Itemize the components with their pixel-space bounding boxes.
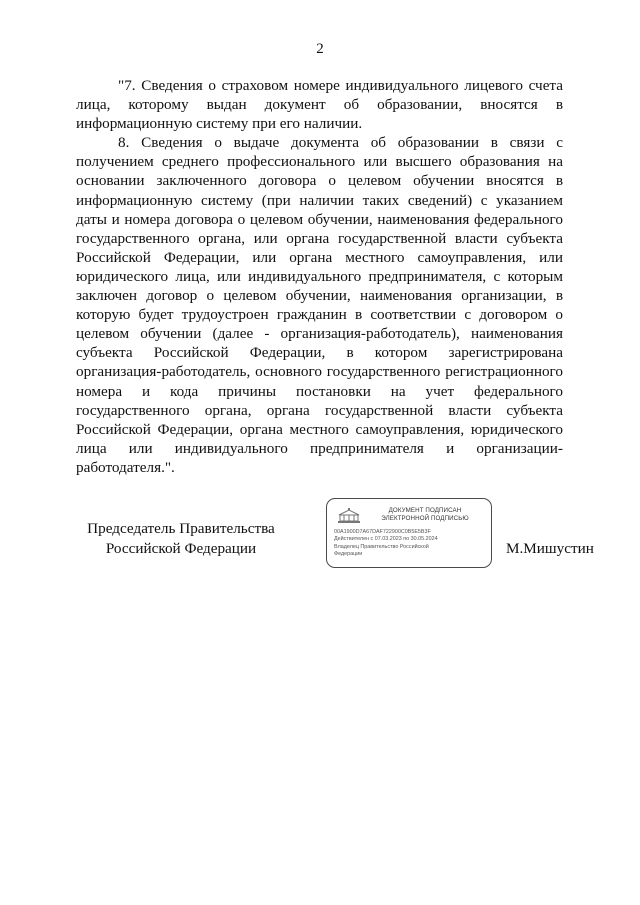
signer-position [76,519,286,559]
stamp-validity: Действителен с 07.03.2023 по 30.05.2024 [334,536,438,543]
government-building-icon [337,508,361,524]
signer-position-line-2: Российской Федерации [105,540,257,557]
signature-block [0,498,640,573]
stamp-owner-line-2: Федерации [334,551,363,558]
paragraph-7: "7. Сведения о страховом номере индивидуального лицевого счета лица, которому выдан документ об образовании, вносятся в информационную систему при его наличии. [76,77,563,133]
electronic-signature-stamp [326,498,492,568]
stamp-title-line-1: ДОКУМЕНТ ПОДПИСАН [388,507,462,514]
page-number: 2 [316,41,324,57]
stamp-details [334,529,488,559]
signer-name: М.Мишустин [506,540,594,557]
stamp-title [367,507,483,523]
stamp-title-line-2: ЭЛЕКТРОННОЙ ПОДПИСЬЮ [381,515,469,522]
stamp-certificate: 00A1900D7A67DAF722900C0B5E5B3F [334,529,431,535]
signer-position-line-1: Председатель Правительства [87,520,275,537]
stamp-owner-line-1: Владелец Правительство Российской [334,543,429,550]
paragraph-8: 8. Сведения о выдаче документа об образовании в связи с получением среднего профессионального или высшего образования на основании заключенного договора о целевом обучении вносятся в информационную систему (при наличии таких сведений) с указанием даты и номера договора о целевом обучении, наименования федерального государственного органа, или органа государственной власти субъекта Российской Федерации, или органа местного самоуправления, или юридического лица, или индивидуального предпринимателя, с которым заключен договор о целевом обучении, наименования организации, в которую будет трудоустроен гражданин в соответствии с договором о целевом обучении (далее - организация-работодатель), наименования субъекта Российской Федерации, в котором зарегистрирована организация-работодатель, основного государственного регистрационного номера и кода причины постановки на учет федерального государственного органа, органа государственной власти субъекта Российской Федерации, органа местного самоуправления, юридического лица или индивидуального предпринимателя и организации-работодателя.". [76,134,563,476]
document-body [76,76,563,477]
